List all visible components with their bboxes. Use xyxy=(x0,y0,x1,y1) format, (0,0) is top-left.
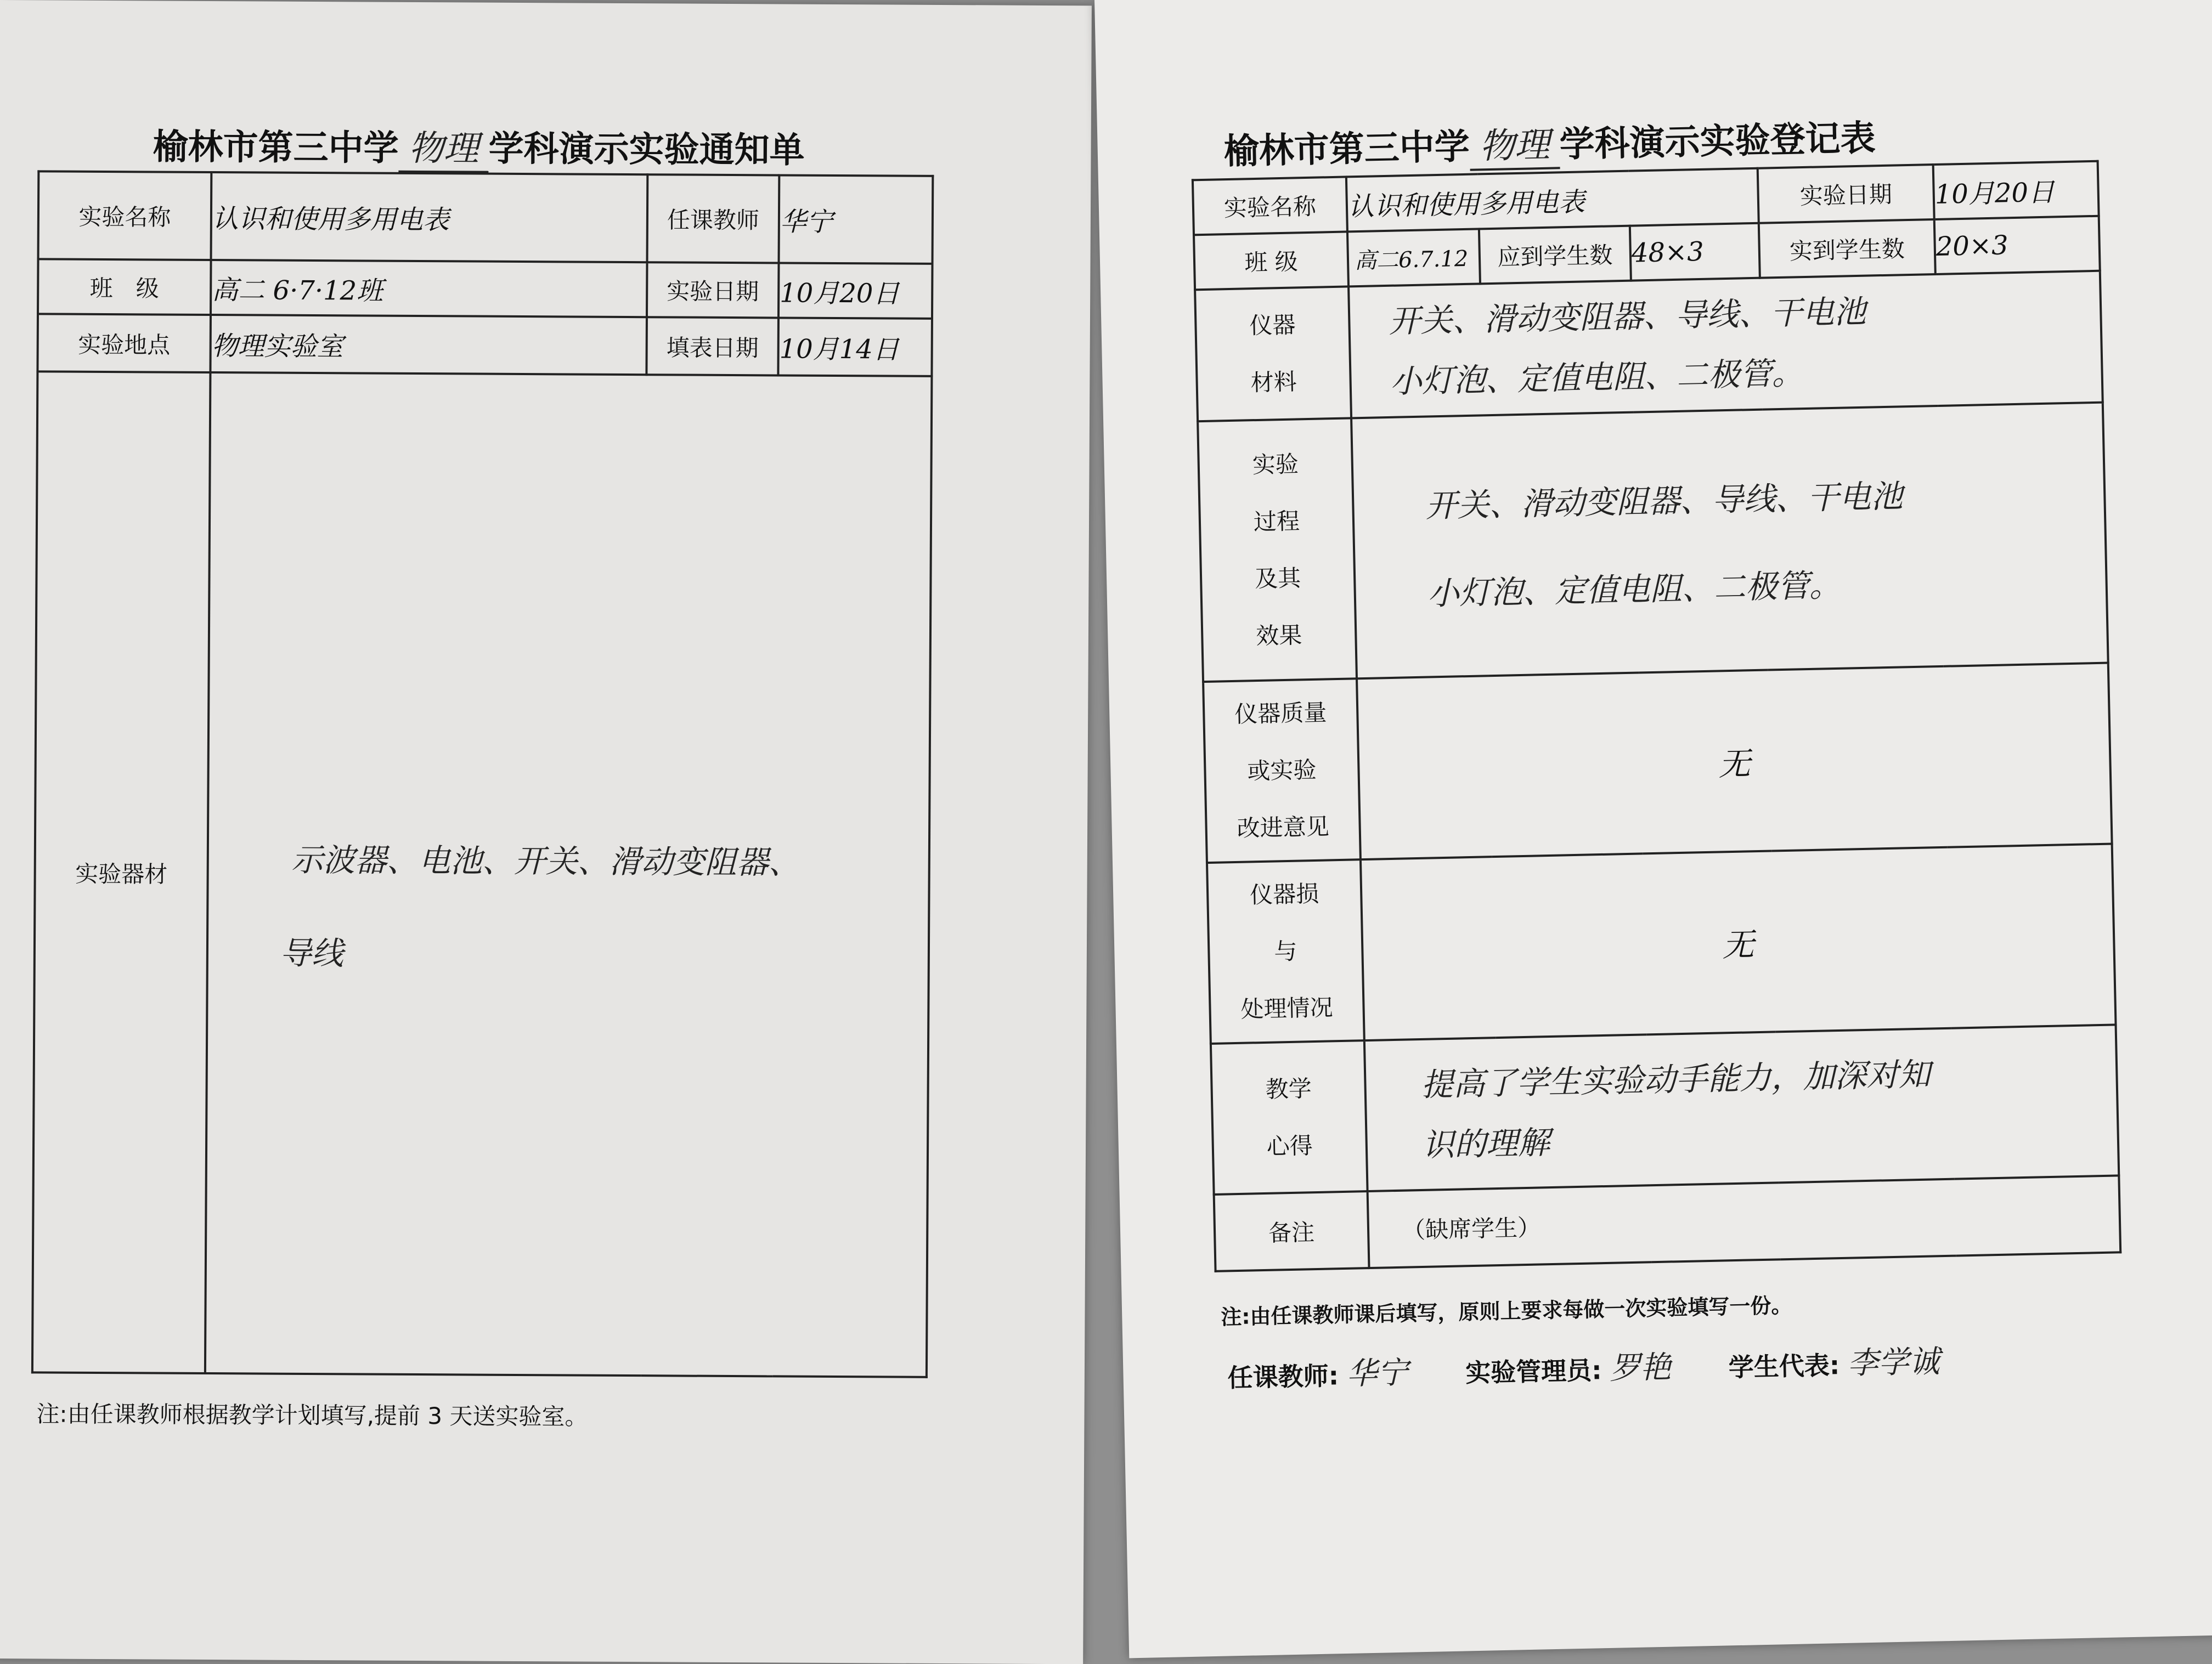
value-fill-date: 10月14日 xyxy=(778,318,932,376)
row-location xyxy=(37,314,932,376)
label-exp-date: 实验日期 xyxy=(647,262,779,318)
equipment-line-2: 导线 xyxy=(279,934,344,972)
value-process xyxy=(1351,403,2108,679)
value-reflection xyxy=(1364,1025,2119,1191)
label-equipment: 实验器材 xyxy=(32,371,211,1373)
subject-field: 物理 xyxy=(1469,116,1560,171)
row-equipment xyxy=(32,371,932,1377)
label-location: 实验地点 xyxy=(37,314,211,372)
reflection-line-1: 提高了学生实验动手能力，加深对知 xyxy=(1420,1055,1931,1103)
notice-title: 榆林市第三中学 物理 学科演示实验通知单 xyxy=(153,118,804,174)
row-reflection xyxy=(1211,1025,2119,1194)
label-quality: 仪器质量 或实验 改进意见 xyxy=(1203,678,1361,863)
value-exp-name: 认识和使用多用电表 xyxy=(211,172,648,262)
label-actual: 实到学生数 xyxy=(1759,219,1936,278)
process-line-2: 小灯泡、定值电阻、二极管。 xyxy=(1427,566,1842,613)
register-table xyxy=(1192,160,2121,1272)
value-class: 高二6.7.12 xyxy=(1347,229,1480,286)
value-materials xyxy=(1348,271,2103,418)
label-expected: 应到学生数 xyxy=(1479,226,1631,284)
value-exp-name: 认识和使用多用电表 xyxy=(1346,168,1759,232)
label-class: 班 级 xyxy=(38,259,211,315)
row-class xyxy=(38,259,933,319)
register-sheet xyxy=(1094,0,2212,1658)
value-location: 物理实验室 xyxy=(210,315,647,375)
value-exp-date: 10月20日 xyxy=(1933,161,2099,219)
value-damage: 无 xyxy=(1361,844,2116,1040)
value-class: 高二 6·7·12班 xyxy=(211,260,647,317)
notice-footnote: 注:由任课教师根据教学计划填写,提前 3 天送实验室。 xyxy=(36,1400,588,1430)
row-quality xyxy=(1203,663,2112,863)
value-exp-date: 10月20日 xyxy=(778,263,933,318)
label-damage: 仪器损 与 处理情况 xyxy=(1207,859,1364,1044)
label-remarks: 备注 xyxy=(1214,1191,1369,1271)
label-exp-name: 实验名称 xyxy=(38,171,212,260)
notice-sheet xyxy=(0,0,1092,1664)
register-footnote: 注:由任课教师课后填写，原则上要求每做一次实验填写一份。 xyxy=(1220,1293,1792,1329)
row-materials xyxy=(1195,271,2103,422)
label-process: 实验 过程 及其 效果 xyxy=(1198,418,1357,682)
student-sign-label: 学生代表: xyxy=(1728,1350,1840,1383)
notice-table xyxy=(31,170,934,1378)
label-materials: 仪器 材料 xyxy=(1195,286,1351,421)
value-teacher: 华宁 xyxy=(779,175,933,263)
reflection-line-2: 识的理解 xyxy=(1422,1123,1550,1164)
teacher-sign-label: 任课教师: xyxy=(1227,1361,1339,1393)
admin-sign-label: 实验管理员: xyxy=(1465,1355,1602,1388)
student-signature: 李学诚 xyxy=(1847,1344,1940,1382)
value-remarks: （缺席学生） xyxy=(1368,1175,2121,1268)
label-exp-name: 实验名称 xyxy=(1193,177,1347,235)
signature-row xyxy=(1227,1336,1990,1396)
row-process xyxy=(1198,403,2108,682)
register-title: 榆林市第三中学 物理 学科演示实验登记表 xyxy=(1223,110,1876,176)
label-teacher: 任课教师 xyxy=(647,174,780,263)
value-actual: 20×3 xyxy=(1934,216,2100,274)
label-exp-date: 实验日期 xyxy=(1758,165,1934,223)
value-expected: 48×3 xyxy=(1630,223,1760,281)
equipment-line-1: 示波器、电池、开关、滑动变阻器、 xyxy=(291,841,800,881)
value-equipment xyxy=(205,372,932,1377)
process-line-1: 开关、滑动变阻器、导线、干电池 xyxy=(1425,477,1903,525)
materials-line-1: 开关、滑动变阻器、导线、干电池 xyxy=(1388,292,1866,340)
subject-field: 物理 xyxy=(398,120,489,173)
admin-signature: 罗艳 xyxy=(1609,1349,1672,1386)
row-damage xyxy=(1207,844,2116,1043)
label-reflection: 教学 心得 xyxy=(1211,1040,1368,1195)
label-class: 班 级 xyxy=(1194,231,1348,290)
teacher-signature: 华宁 xyxy=(1346,1355,1409,1392)
value-quality: 无 xyxy=(1357,663,2112,860)
label-fill-date: 填表日期 xyxy=(646,317,778,375)
materials-line-2: 小灯泡、定值电阻、二极管。 xyxy=(1389,354,1804,400)
row-exp-name xyxy=(38,171,933,264)
